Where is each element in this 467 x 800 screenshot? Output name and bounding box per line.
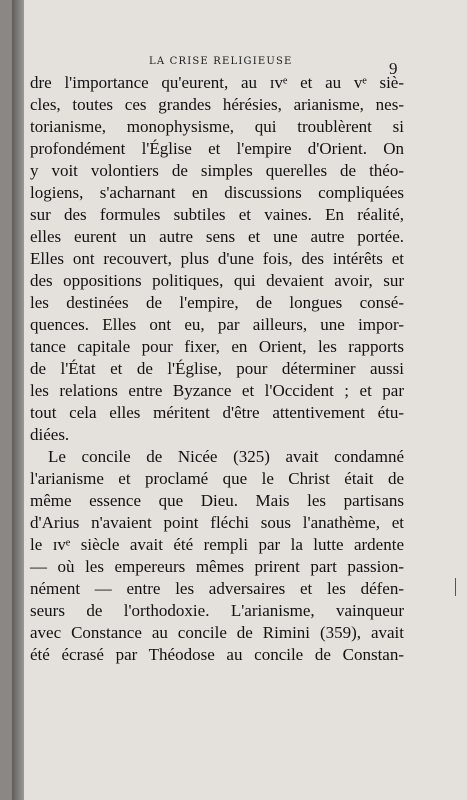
text-line: des oppositions politiques, qui devaient avoir, sur [30,271,404,290]
text-line: quences. Elles ont eu, par ailleurs, une impor- [30,315,404,334]
body-text [30,72,404,666]
text-line: elles eurent un autre sens et une autre portée. [30,227,404,246]
text-line: le ɪvᵉ siècle avait été rempli par la lutte ardente [30,535,404,554]
text-line: cles, toutes ces grandes hérésies, arianisme, nes- [30,95,404,114]
page-gutter-shadow [12,0,24,800]
text-line: l'arianisme et proclamé que le Christ était de [30,469,404,488]
text-line: les relations entre Byzance et l'Occident ; et par [30,381,404,400]
text-line: même essence que Dieu. Mais les partisans [30,491,404,510]
text-line: logiens, s'acharnant en discussions compliquées [30,183,404,202]
running-head: LA CRISE RELIGIEUSE [149,56,293,67]
text-line: nément — entre les adversaires et les défen- [30,579,404,598]
text-line: Elles ont recouvert, plus d'une fois, des intérêts et [30,249,404,268]
text-line: diées. [30,425,70,444]
text-line: dre l'importance qu'eurent, au ɪvᵉ et au vᵉ siè- [30,73,404,92]
margin-mark [455,578,456,596]
text-line: d'Arius n'avaient point fléchi sous l'anathème, et [30,513,404,532]
text-line: y voit volontiers de simples querelles de théo- [30,161,404,180]
text-line: — où les empereurs mêmes prirent part passion- [30,557,404,576]
text-line: tance capitale pour fixer, en Orient, les rapports [30,337,404,356]
text-line: seurs de l'orthodoxie. L'arianisme, vainqueur [30,601,404,620]
text-line: tout cela elles méritent d'être attentivement étu- [30,403,404,422]
text-line: de l'État et de l'Église, pour déterminer aussi [30,359,404,378]
text-line: les destinées de l'empire, de longues consé- [30,293,404,312]
book-page [12,0,467,800]
page-number: 9 [389,59,398,78]
text-line: avec Constance au concile de Rimini (359), avait [30,623,404,642]
text-line: profondément l'Église et l'empire d'Orient. On [30,139,404,158]
text-line: sur des formules subtiles et vaines. En réalité, [30,205,404,224]
paragraph-start-line: Le concile de Nicée (325) avait condamné [48,447,404,466]
text-line: été écrasé par Théodose au concile de Constan- [30,645,404,664]
text-line: torianisme, monophysisme, qui troublèrent si [30,117,404,136]
